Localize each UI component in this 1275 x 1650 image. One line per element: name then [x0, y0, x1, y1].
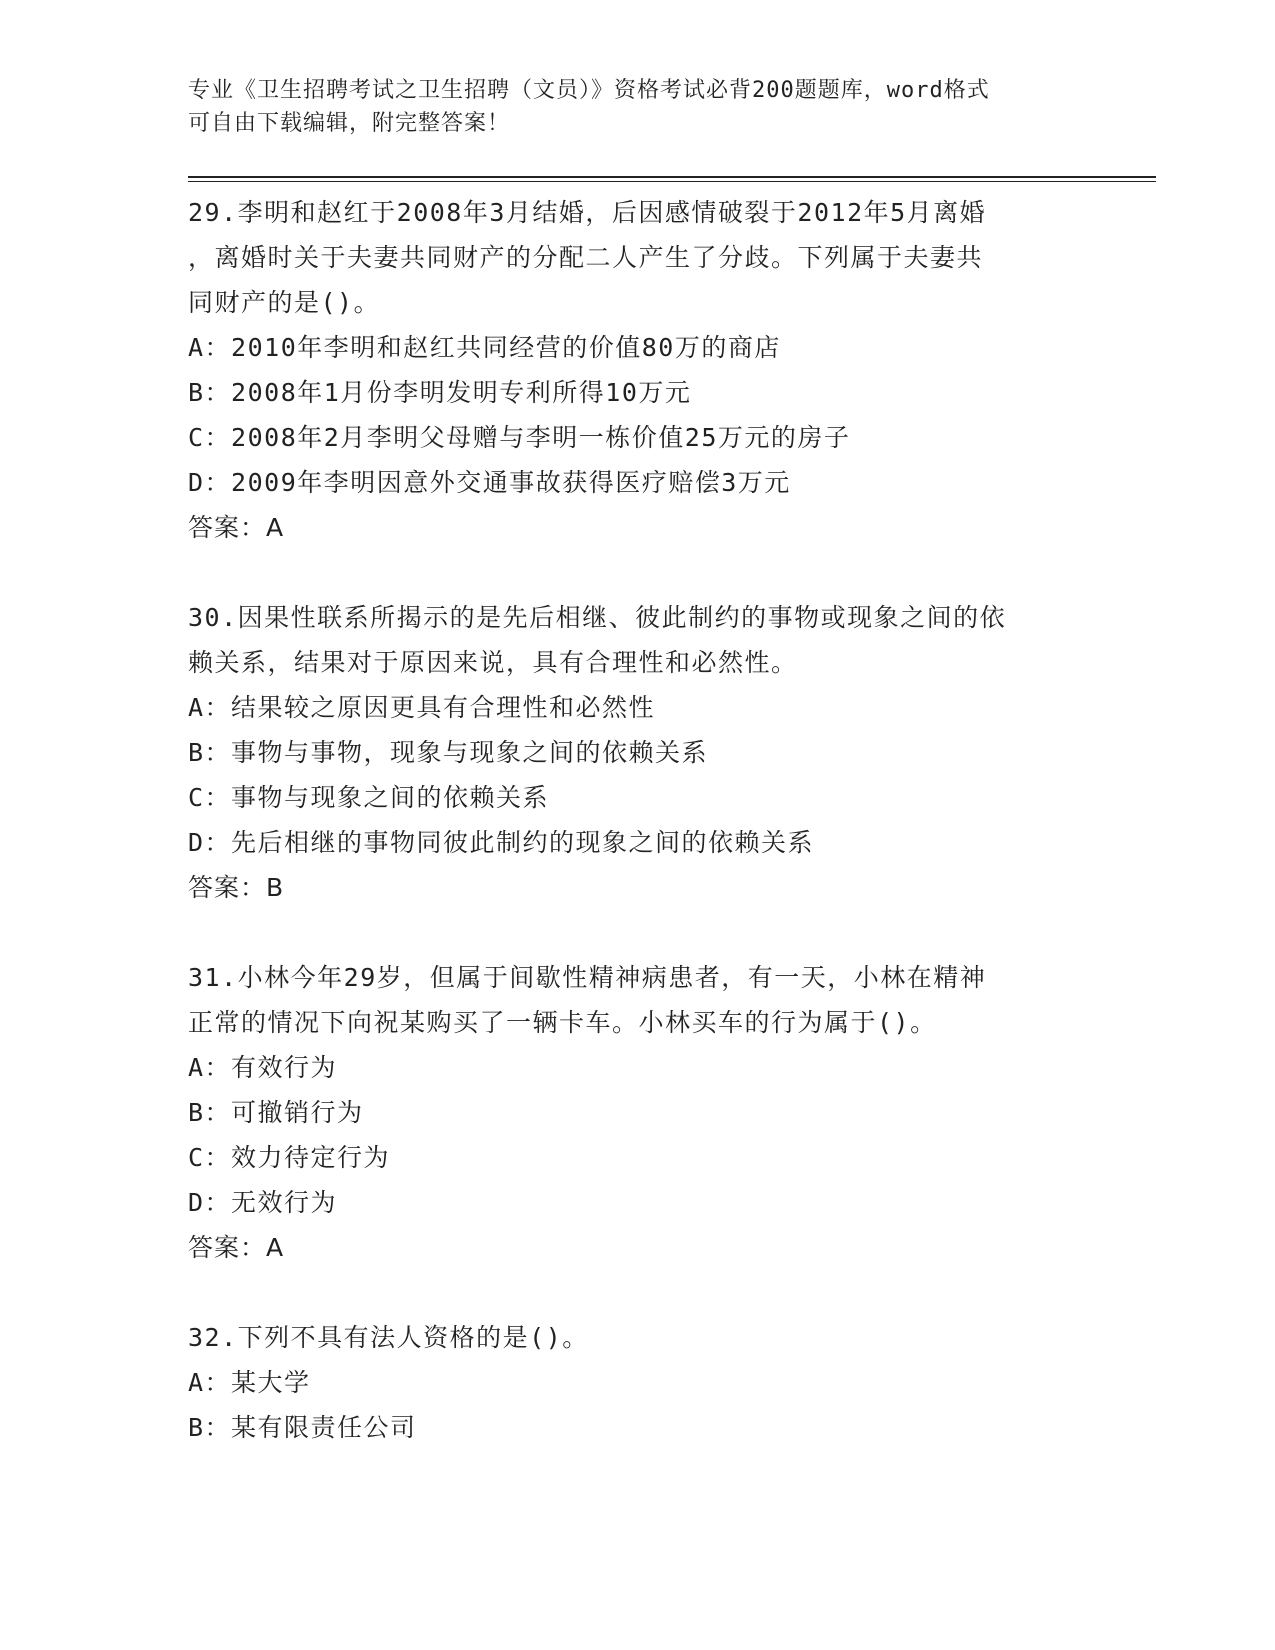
- question-text-line: 同财产的是()。: [188, 288, 381, 317]
- option-b: B：某有限责任公司: [188, 1413, 417, 1442]
- question-text-line: 30.因果性联系所揭示的是先后相继、彼此制约的事物或现象之间的依: [188, 603, 1007, 632]
- question-text-line: 正常的情况下向祝某购买了一辆卡车。小林买车的行为属于()。: [188, 1008, 937, 1037]
- option-d: D：无效行为: [188, 1188, 338, 1217]
- question-text-line: 29.李明和赵红于2008年3月结婚，后因感情破裂于2012年5月离婚: [188, 198, 987, 227]
- answer: 答案：A: [188, 1233, 285, 1262]
- option-b: B：事物与事物，现象与现象之间的依赖关系: [188, 738, 709, 767]
- option-b: B：可撤销行为: [188, 1098, 364, 1127]
- answer: 答案：B: [188, 873, 285, 902]
- header-divider-thick: [188, 176, 1156, 178]
- header-line-1: 专业《卫生招聘考试之卫生招聘（文员）》资格考试必背200题题库，word格式: [188, 78, 990, 103]
- option-c: C：2008年2月李明父母赠与李明一栋价值25万元的房子: [188, 423, 851, 452]
- question-29: [188, 190, 1088, 550]
- question-31: [188, 955, 1088, 1270]
- question-list: [188, 190, 1088, 1495]
- header-line-2: 可自由下载编辑，附完整答案！: [188, 111, 511, 136]
- question-text-line: 32.下列不具有法人资格的是()。: [188, 1323, 589, 1352]
- option-c: C：事物与现象之间的依赖关系: [188, 783, 550, 812]
- answer: 答案：A: [188, 513, 285, 542]
- option-d: D：2009年李明因意外交通事故获得医疗赔偿3万元: [188, 468, 791, 497]
- document-header: [188, 74, 1088, 140]
- header-divider-thin: [188, 181, 1156, 182]
- question-text-line: 31.小林今年29岁，但属于间歇性精神病患者，有一天，小林在精神: [188, 963, 987, 992]
- option-c: C：效力待定行为: [188, 1143, 391, 1172]
- question-text-line: ，离婚时关于夫妻共同财产的分配二人产生了分歧。下列属于夫妻共: [188, 243, 984, 272]
- option-d: D：先后相继的事物同彼此制约的现象之间的依赖关系: [188, 828, 815, 857]
- question-30: [188, 595, 1088, 910]
- option-a: A：2010年李明和赵红共同经营的价值80万的商店: [188, 333, 781, 362]
- option-b: B：2008年1月份李明发明专利所得10万元: [188, 378, 692, 407]
- option-a: A：某大学: [188, 1368, 311, 1397]
- question-text-line: 赖关系，结果对于原因来说，具有合理性和必然性。: [188, 648, 798, 677]
- option-a: A：结果较之原因更具有合理性和必然性: [188, 693, 656, 722]
- option-a: A：有效行为: [188, 1053, 338, 1082]
- question-32: [188, 1315, 1088, 1450]
